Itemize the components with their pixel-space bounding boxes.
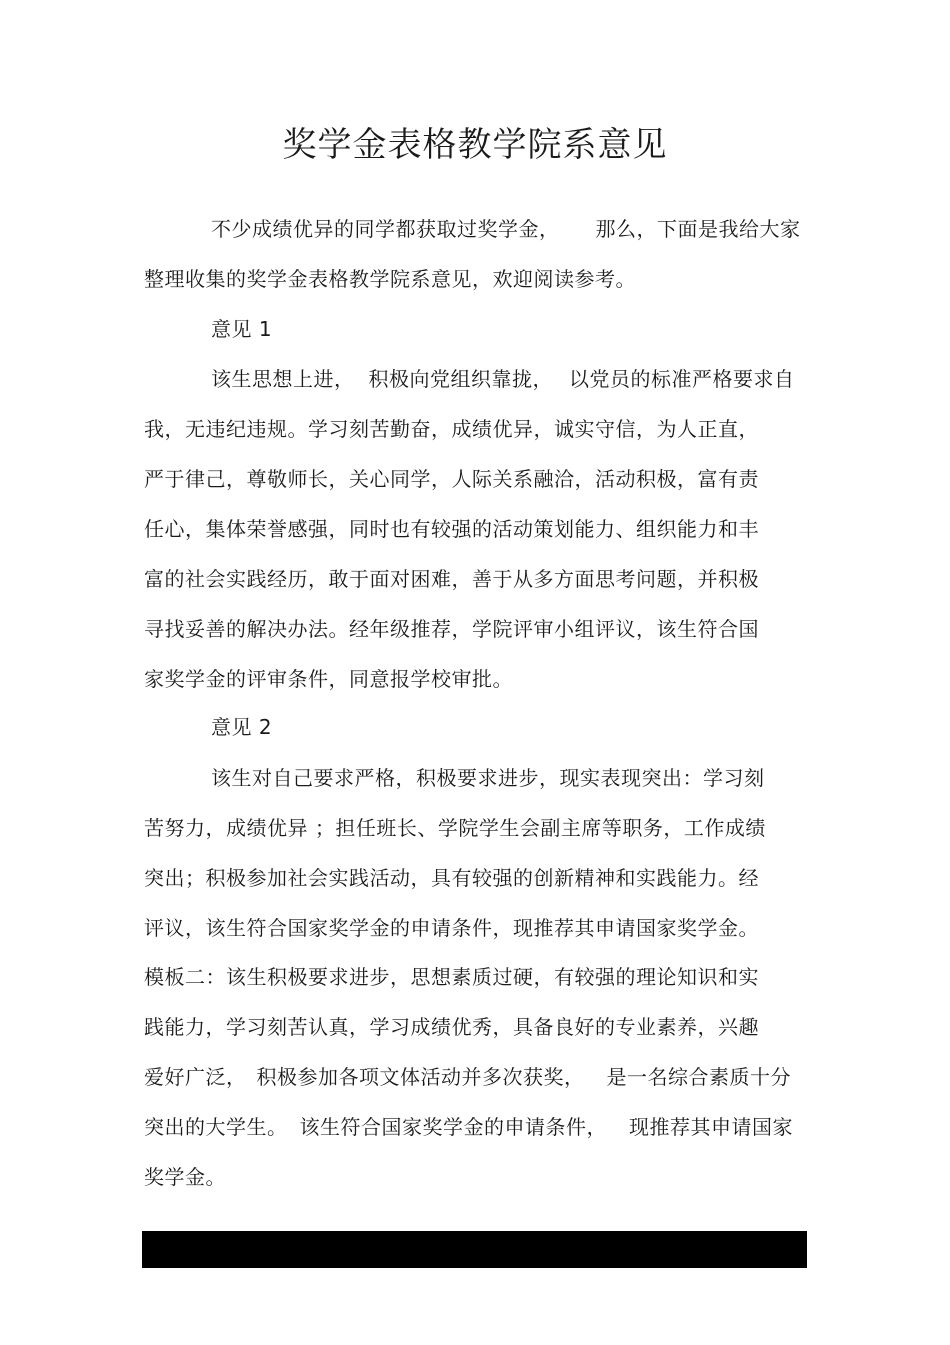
text-segment: 是一名综合素质十分 — [606, 1065, 791, 1089]
section-heading: 意见 2 — [211, 715, 273, 739]
text-segment: 积极参加各项文体活动并多次获奖， — [256, 1065, 585, 1089]
text-segment: 那么，下面是我给大家 — [595, 217, 801, 241]
text-segment: 现推荐其申请国家 — [629, 1115, 793, 1139]
paragraph-line: 寻找妥善的解决办法。经年级推荐，学院评审小组评议，该生符合国 — [144, 617, 759, 641]
paragraph-line: 任心，集体荣誉感强，同时也有较强的活动策划能力、组织能力和丰 — [144, 517, 759, 541]
paragraph-line: 突出；积极参加社会实践活动，具有较强的创新精神和实践能力。经 — [144, 866, 759, 890]
text-segment: 该生思想上进， — [211, 367, 355, 391]
paragraph-line: 整理收集的奖学金表格教学院系意见，欢迎阅读参考。 — [144, 267, 636, 291]
paragraph-line: 该生对自己要求严格，积极要求进步，现实表现突出：学习刻 — [211, 766, 765, 790]
paragraph-line — [211, 364, 795, 394]
paragraph-line — [144, 1062, 791, 1092]
text-segment: 不少成绩优异的同学都获取过奖学金， — [211, 217, 560, 241]
text-segment: 突出的大学生。 — [144, 1115, 288, 1139]
paragraph-line — [144, 1112, 793, 1142]
section-heading: 意见 1 — [211, 317, 273, 341]
paragraph-line: 我，无违纪违规。学习刻苦勤奋，成绩优异，诚实守信，为人正直， — [144, 417, 759, 441]
paragraph-line: 奖学金。 — [144, 1165, 226, 1189]
text-segment: 该生符合国家奖学金的申请条件， — [299, 1115, 607, 1139]
footer-black-bar — [142, 1231, 807, 1268]
text-segment: 以党员的标准严格要求自 — [569, 367, 795, 391]
paragraph-line: 富的社会实践经历，敢于面对困难，善于从多方面思考问题，并积极 — [144, 567, 759, 591]
paragraph-line: 模板二：该生积极要求进步，思想素质过硬，有较强的理论知识和实 — [144, 965, 759, 989]
paragraph-line: 家奖学金的评审条件，同意报学校审批。 — [144, 667, 513, 691]
document-title: 奖学金表格教学院系意见 — [282, 125, 668, 165]
paragraph-line — [211, 214, 801, 244]
paragraph-line: 评议，该生符合国家奖学金的申请条件，现推荐其申请国家奖学金。 — [144, 916, 759, 940]
paragraph-line: 严于律己，尊敬师长，关心同学，人际关系融洽，活动积极，富有责 — [144, 467, 759, 491]
text-segment: 积极向党组织靠拢， — [368, 367, 553, 391]
paragraph-line: 践能力，学习刻苦认真，学习成绩优秀，具备良好的专业素养，兴趣 — [144, 1015, 759, 1039]
text-segment: 爱好广泛， — [144, 1065, 247, 1089]
paragraph-line: 苦努力，成绩优异 ；担任班长、学院学生会副主席等职务，工作成绩 — [144, 816, 766, 840]
